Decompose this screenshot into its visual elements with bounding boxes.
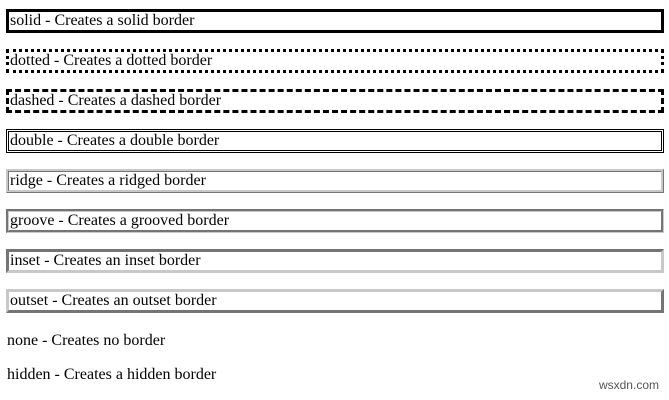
solid-border-example [6, 9, 664, 33]
hidden-border-example [6, 366, 658, 384]
example-text: double - Creates a double border [10, 132, 220, 149]
example-text: inset - Creates an inset border [10, 252, 201, 269]
example-text: hidden - Creates a hidden border [7, 366, 217, 383]
groove-border-example [6, 209, 664, 233]
example-text: dotted - Creates a dotted border [10, 52, 213, 69]
outset-border-example [6, 289, 664, 313]
watermark: wsxdn.com [598, 378, 659, 392]
ridge-border-example [6, 169, 664, 193]
example-text: dashed - Creates a dashed border [10, 92, 222, 109]
dashed-border-example [6, 89, 664, 113]
example-text: solid - Creates a solid border [10, 12, 195, 29]
double-border-example [6, 129, 664, 153]
inset-border-example [6, 249, 664, 273]
example-text: none - Creates no border [7, 332, 166, 349]
example-text: ridge - Creates a ridged border [10, 172, 206, 189]
none-border-example [6, 329, 658, 350]
dotted-border-example [6, 49, 664, 73]
example-text: groove - Creates a grooved border [10, 212, 230, 229]
example-text: outset - Creates an outset border [10, 292, 217, 309]
